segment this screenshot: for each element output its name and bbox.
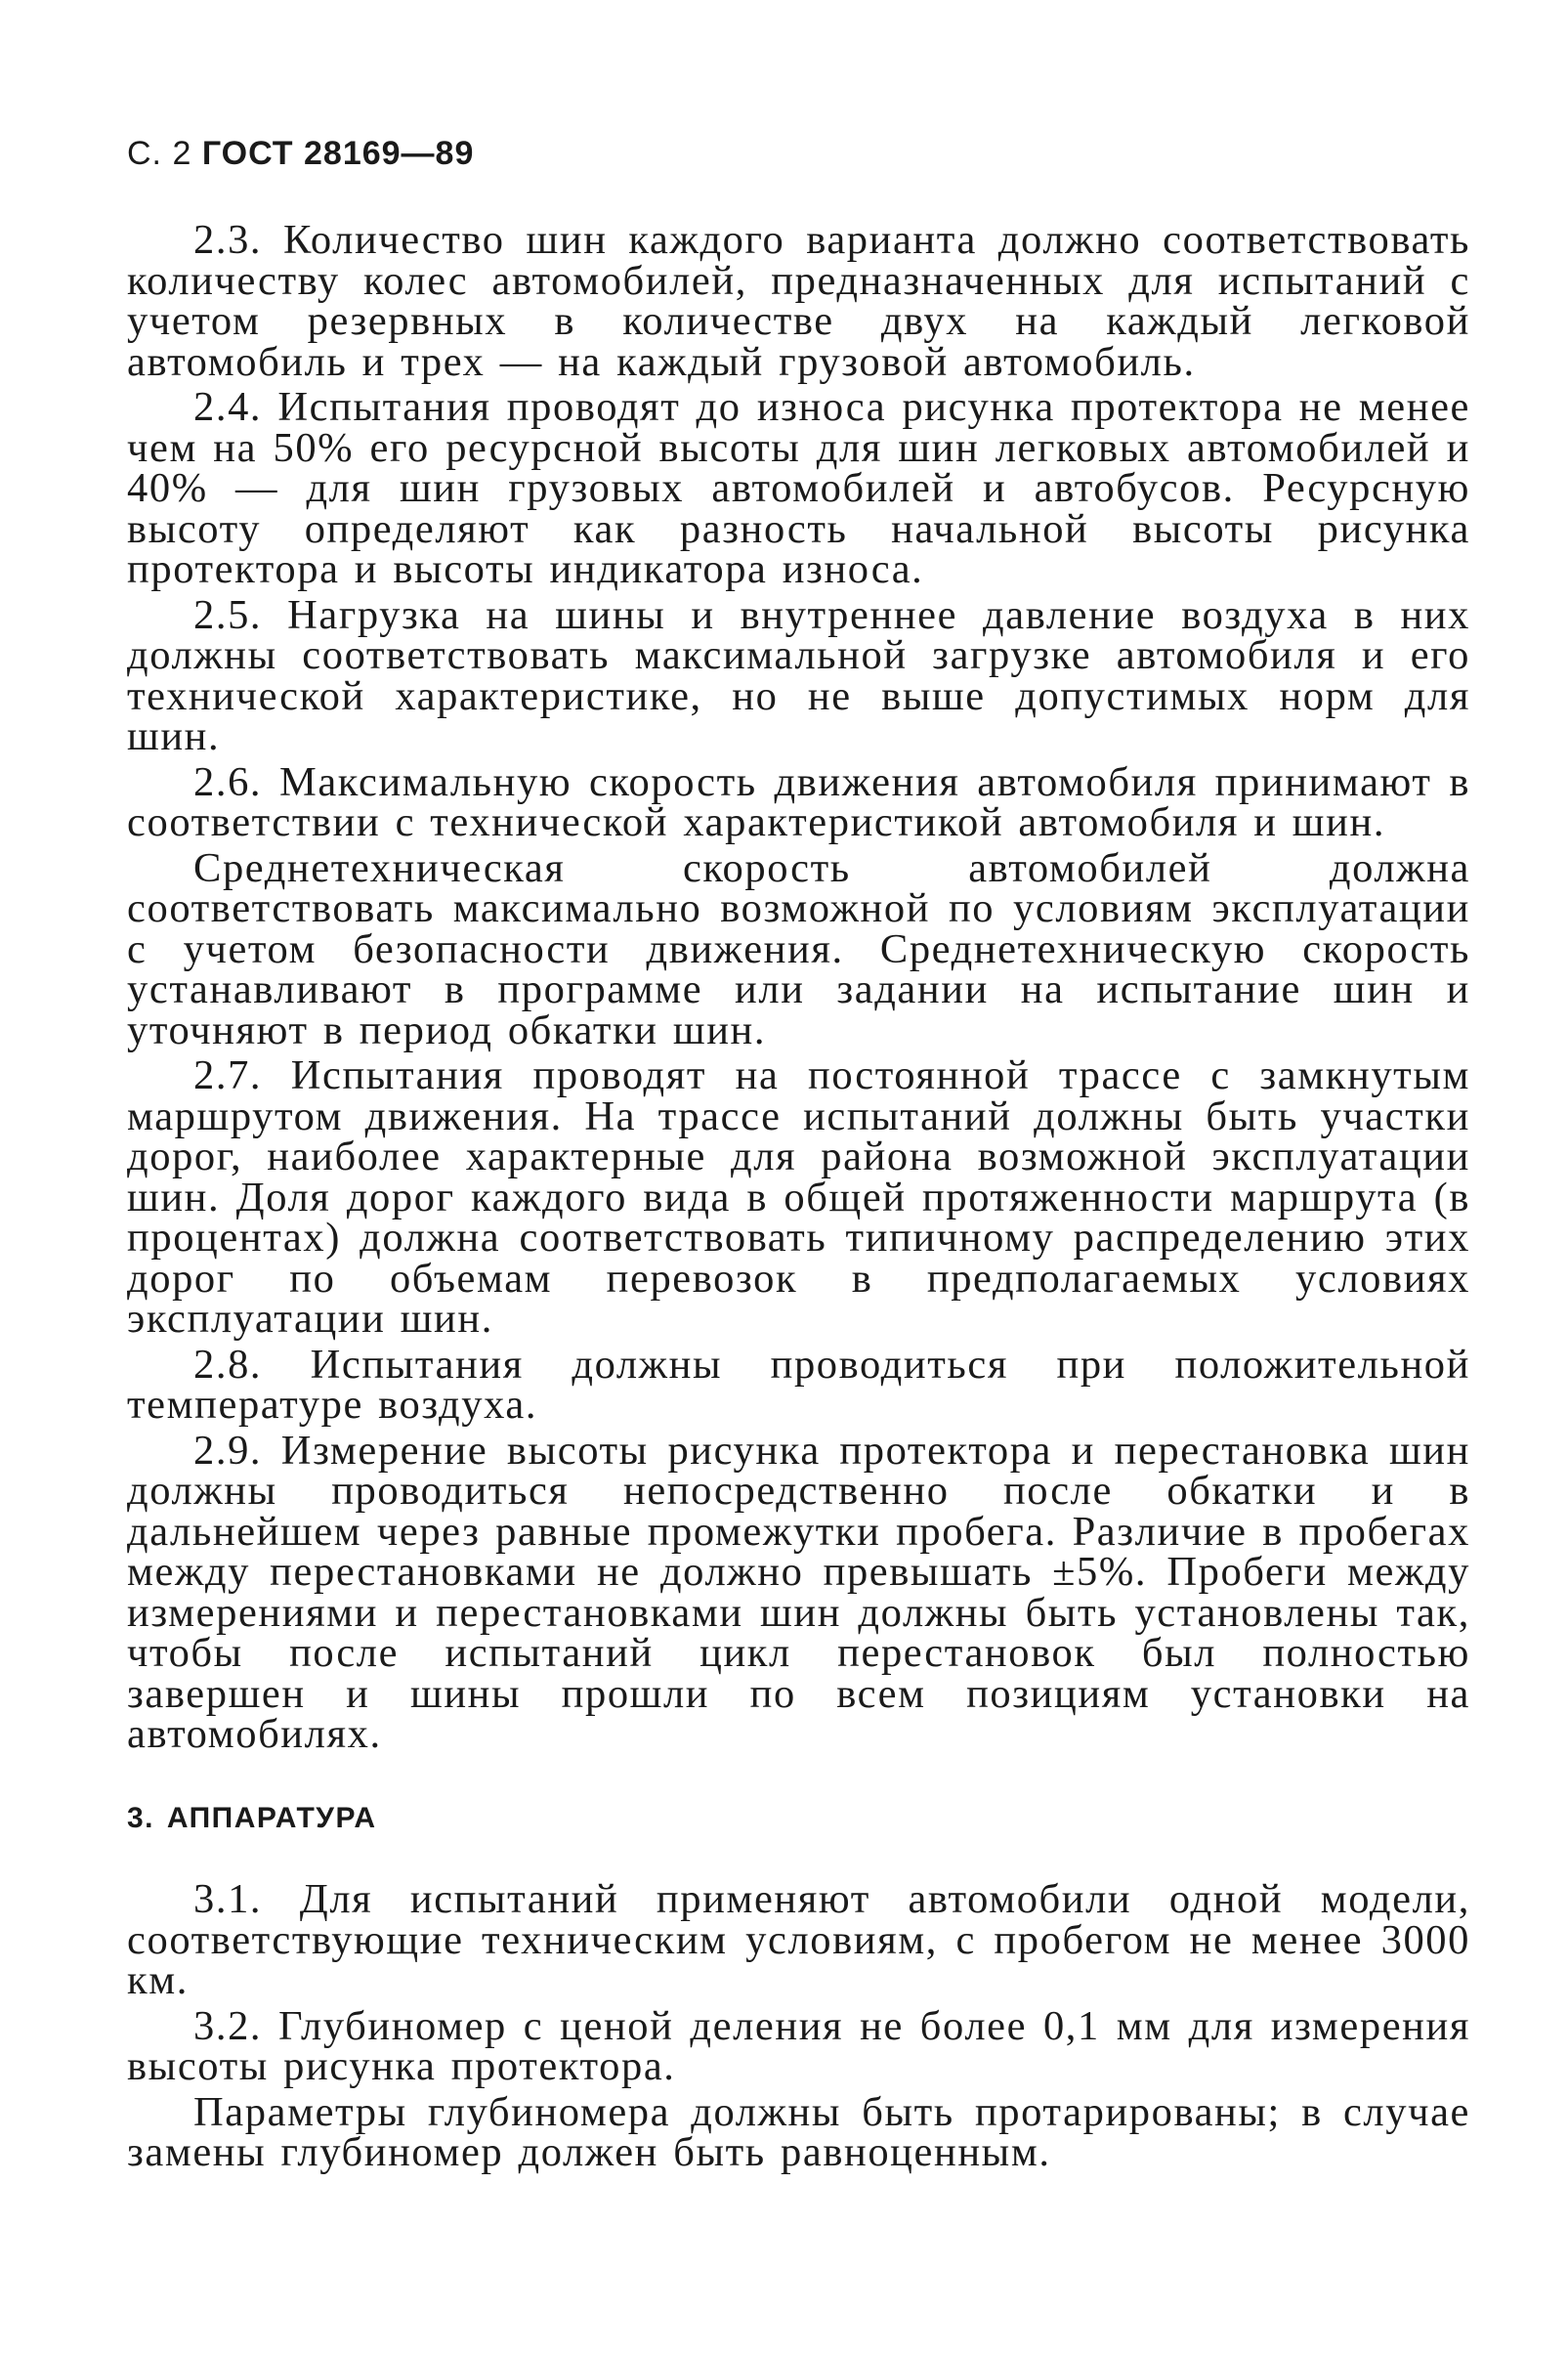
paragraph-2-6: 2.6. Максимальную скорость движения автомобиля принимают в соответствии с технической характеристикой автомобиля и шин. [127, 758, 1470, 845]
paragraph-2-9: 2.9. Измерение высоты рисунка протектора и перестановка шин должны проводиться непосредственно после обкатки и в дальнейшем через равные промежутки пробега. Различие в пробегах между перестановками не должно превышать ±5%. Пробеги между измерениями и перестановками шин должны быть установлены так, чтобы после испытаний цикл перестановок был полностью завершен и шины прошли по всем позициям установки на автомобилях. [127, 1427, 1470, 1757]
section-title: 3. АППАРАТУРА [127, 1801, 377, 1834]
standard-designation: ГОСТ 28169—89 [201, 135, 475, 172]
paragraph-2-3: 2.3. Количество шин каждого варианта должно соответствовать количеству колес автомобилей, предназначенных для испытаний с учетом резервных в количестве двух на каждый легковой автомобиль и трех — на каждый грузовой автомобиль. [127, 217, 1470, 385]
paragraph-3-2: 3.2. Глубиномер с ценой деления не более 0,1 мм для измерения высоты рисунка протектора. [127, 2002, 1470, 2089]
paragraph-3-1: 3.1. Для испытаний применяют автомобили одной модели, соответствующие техническим условиям, с пробегом не менее 3000 км. [127, 1876, 1470, 2003]
paragraph-2-4: 2.4. Испытания проводят до износа рисунка протектора не менее чем на 50% его ресурсной высоты для шин легковых автомобилей и 40% — для шин грузовых автомобилей и автобусов. Ресурсную высоту определяют как разность начальной высоты рисунка протектора и высоты индикатора износа. [127, 384, 1470, 592]
page-header [127, 135, 474, 173]
document-body [127, 217, 1470, 2178]
page-number: С. 2 [127, 135, 192, 172]
paragraph-3-2-continued: Параметры глубиномера должны быть протарированы; в случае замены глубиномер должен быть равноценным. [127, 2088, 1470, 2175]
paragraph-2-7: 2.7. Испытания проводят на постоянной трассе с замкнутым маршрутом движения. На трассе испытаний должны быть участки дорог, наиболее характерные для района возможной эксплуатации шин. Доля дорог каждого вида в общей протяженности маршрута (в процентах) должна соответствовать типичному распределению этих дорог по объемам перевозок в предполагаемых условиях эксплуатации шин. [127, 1052, 1470, 1342]
paragraph-2-8: 2.8. Испытания должны проводиться при положительной температуре воздуха. [127, 1341, 1470, 1428]
paragraph-2-6-continued: Среднетехническая скорость автомобилей должна соответствовать максимально возможной по условиям эксплуатации с учетом безопасности движения. Среднетехническую скорость устанавливают в программе или задании на испытание шин и уточняют в период обкатки шин. [127, 844, 1470, 1053]
paragraph-2-5: 2.5. Нагрузка на шины и внутреннее давление воздуха в них должны соответствовать максимальной загрузке автомобиля и его технической характеристике, но не выше допустимых норм для шин. [127, 591, 1470, 759]
